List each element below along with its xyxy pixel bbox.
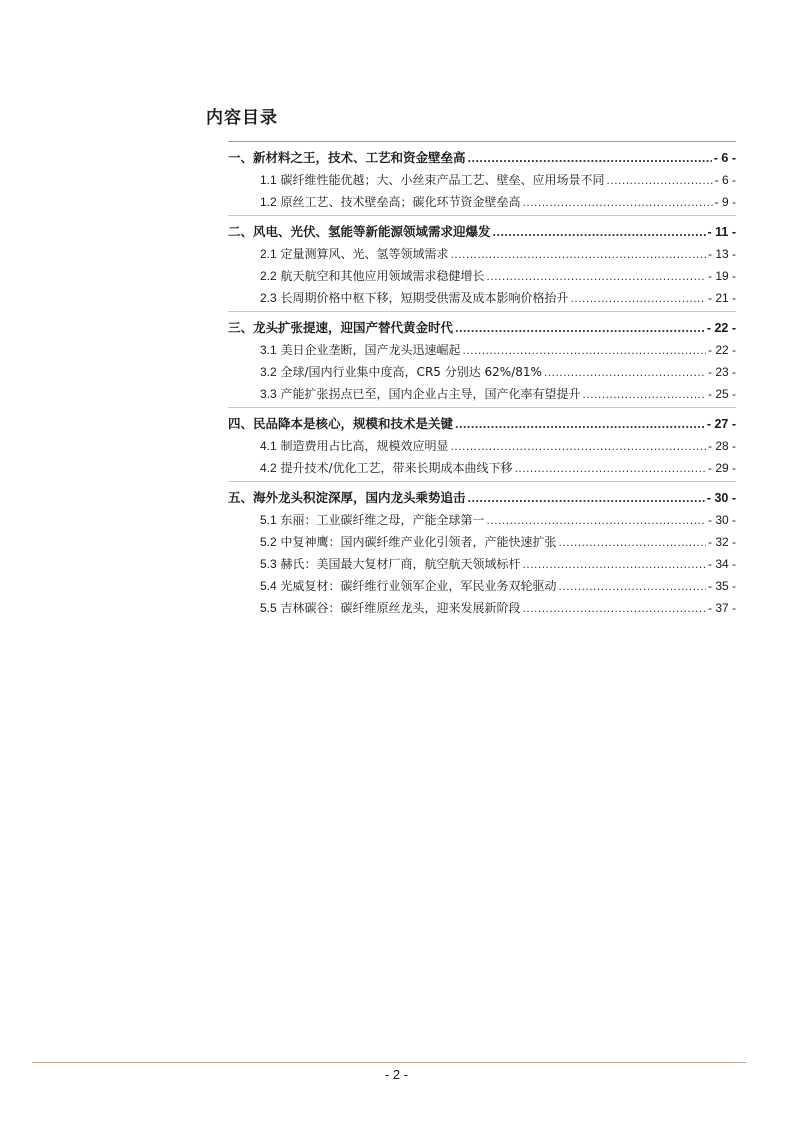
toc-entry-3-3[interactable] — [228, 383, 736, 405]
footer-divider — [32, 1062, 746, 1063]
toc-heading: 内容目录 — [206, 108, 278, 128]
leader-dots — [455, 317, 705, 339]
toc-entry-page: - 6 - — [714, 173, 736, 187]
toc-entry-title: 三、龙头扩张提速，迎国产替代黄金时代 — [228, 320, 454, 335]
toc-entry-number: 2.2 — [260, 269, 277, 283]
toc-entry-title: 提升技术/优化工艺，带来长期成本曲线下移 — [280, 461, 513, 475]
toc-entry-number: 2.1 — [260, 247, 277, 261]
toc-entry-5-5[interactable] — [228, 597, 736, 619]
toc-entry-number: 5.3 — [260, 557, 277, 571]
toc-entry-title: 吉林碳谷：碳纤维原丝龙头，迎来发展新阶段 — [280, 601, 521, 615]
toc-entry-page: - 6 - — [713, 151, 736, 165]
leader-dots — [451, 435, 706, 457]
toc-entry-title: 制造费用占比高，规模效应明显 — [280, 439, 449, 453]
toc-section — [228, 407, 736, 481]
toc-entry-title: 定量测算风、光、氢等领域需求 — [280, 247, 449, 261]
page-number: - 2 - — [384, 1067, 409, 1082]
toc-entry-number: 5.1 — [260, 513, 277, 527]
toc-entry-number: 3.3 — [260, 387, 277, 401]
toc-entry-title: 东丽：工业碳纤维之母，产能全球第一 — [280, 513, 485, 527]
toc-section — [228, 481, 736, 621]
toc-entry-1-1[interactable] — [228, 169, 736, 191]
toc-entry-page: - 23 - — [707, 365, 736, 379]
toc-entry-title: 五、海外龙头积淀深厚，国内龙头乘势追击 — [228, 490, 466, 505]
toc-entry-title: 产能扩张拐点已至，国内企业占主导，国产化率有望提升 — [280, 387, 581, 401]
toc-entry-2-2[interactable] — [228, 265, 736, 287]
toc-entry-page: - 22 - — [707, 343, 736, 357]
toc-entry-number: 2.3 — [260, 291, 277, 305]
toc-entry-page: - 22 - — [706, 321, 736, 335]
toc-entry-page: - 21 - — [707, 291, 736, 305]
leader-dots — [544, 361, 706, 383]
leader-dots — [559, 575, 706, 597]
toc-entry-page: - 37 - — [707, 601, 736, 615]
toc-entry-number: 4.2 — [260, 461, 277, 475]
toc-entry-chapter-1[interactable] — [228, 147, 736, 169]
leader-dots — [607, 169, 713, 191]
toc-entry-page: - 34 - — [707, 557, 736, 571]
toc-entry-5-1[interactable] — [228, 509, 736, 531]
toc-entry-page: - 30 - — [706, 491, 736, 505]
toc-entry-page: - 30 - — [707, 513, 736, 527]
leader-dots — [583, 383, 706, 405]
leader-dots — [468, 147, 712, 169]
toc-section — [228, 215, 736, 311]
toc-entry-number: 5.4 — [260, 579, 277, 593]
toc-entry-page: - 13 - — [707, 247, 736, 261]
toc-entry-title: 全球/国内行业集中度高，CR5 分别达 62%/81% — [280, 365, 542, 379]
toc-entry-number: 3.1 — [260, 343, 277, 357]
toc-entry-2-3[interactable] — [228, 287, 736, 309]
toc-entry-5-4[interactable] — [228, 575, 736, 597]
toc-entry-title: 长周期价格中枢下移，短期受供需及成本影响价格抬升 — [280, 291, 569, 305]
toc-entry-2-1[interactable] — [228, 243, 736, 265]
toc-entry-page: - 28 - — [707, 439, 736, 453]
toc-entry-title: 赫氏：美国最大复材厂商，航空航天领域标杆 — [280, 557, 521, 571]
toc-entry-number: 5.5 — [260, 601, 277, 615]
leader-dots — [523, 191, 713, 213]
leader-dots — [487, 265, 706, 287]
toc-entry-title: 一、新材料之王，技术、工艺和资金壁垒高 — [228, 150, 466, 165]
toc-entry-1-2[interactable] — [228, 191, 736, 213]
toc-entry-chapter-5[interactable] — [228, 487, 736, 509]
toc-entry-number: 4.1 — [260, 439, 277, 453]
toc-section — [228, 311, 736, 407]
toc-entry-page: - 27 - — [706, 417, 736, 431]
leader-dots — [523, 597, 706, 619]
leader-dots — [515, 457, 706, 479]
leader-dots — [468, 487, 705, 509]
leader-dots — [571, 287, 706, 309]
leader-dots — [451, 243, 706, 265]
toc-entry-number: 3.2 — [260, 365, 277, 379]
table-of-contents — [228, 141, 736, 621]
toc-entry-page: - 29 - — [707, 461, 736, 475]
toc-entry-page: - 19 - — [707, 269, 736, 283]
toc-entry-chapter-2[interactable] — [228, 221, 736, 243]
toc-entry-title: 碳纤维性能优越；大、小丝束产品工艺、壁垒、应用场景不同 — [280, 173, 605, 187]
toc-entry-title: 美日企业垄断，国产龙头迅速崛起 — [280, 343, 461, 357]
leader-dots — [463, 339, 706, 361]
toc-entry-title: 四、民品降本是核心，规模和技术是关键 — [228, 416, 454, 431]
toc-entry-page: - 25 - — [707, 387, 736, 401]
toc-entry-title: 中复神鹰：国内碳纤维产业化引领者，产能快速扩张 — [280, 535, 557, 549]
toc-entry-title: 原丝工艺、技术壁垒高；碳化环节资金壁垒高 — [280, 195, 521, 209]
toc-entry-title: 二、风电、光伏、氢能等新能源领域需求迎爆发 — [228, 224, 491, 239]
toc-entry-3-1[interactable] — [228, 339, 736, 361]
toc-entry-4-1[interactable] — [228, 435, 736, 457]
toc-entry-4-2[interactable] — [228, 457, 736, 479]
toc-section — [228, 141, 736, 215]
toc-entry-5-3[interactable] — [228, 553, 736, 575]
toc-entry-title: 航天航空和其他应用领域需求稳健增长 — [280, 269, 485, 283]
toc-entry-page: - 9 - — [714, 195, 736, 209]
toc-entry-chapter-4[interactable] — [228, 413, 736, 435]
leader-dots — [455, 413, 705, 435]
leader-dots — [487, 509, 706, 531]
toc-entry-title: 光威复材：碳纤维行业领军企业，军民业务双轮驱动 — [280, 579, 557, 593]
toc-entry-3-2[interactable] — [228, 361, 736, 383]
leader-dots — [559, 531, 706, 553]
leader-dots — [523, 553, 706, 575]
toc-entry-page: - 32 - — [707, 535, 736, 549]
toc-entry-chapter-3[interactable] — [228, 317, 736, 339]
toc-entry-number: 1.1 — [260, 173, 277, 187]
leader-dots — [493, 221, 706, 243]
toc-entry-number: 1.2 — [260, 195, 277, 209]
toc-entry-5-2[interactable] — [228, 531, 736, 553]
toc-entry-number: 5.2 — [260, 535, 277, 549]
toc-entry-page: - 35 - — [707, 579, 736, 593]
toc-entry-page: - 11 - — [707, 225, 736, 239]
